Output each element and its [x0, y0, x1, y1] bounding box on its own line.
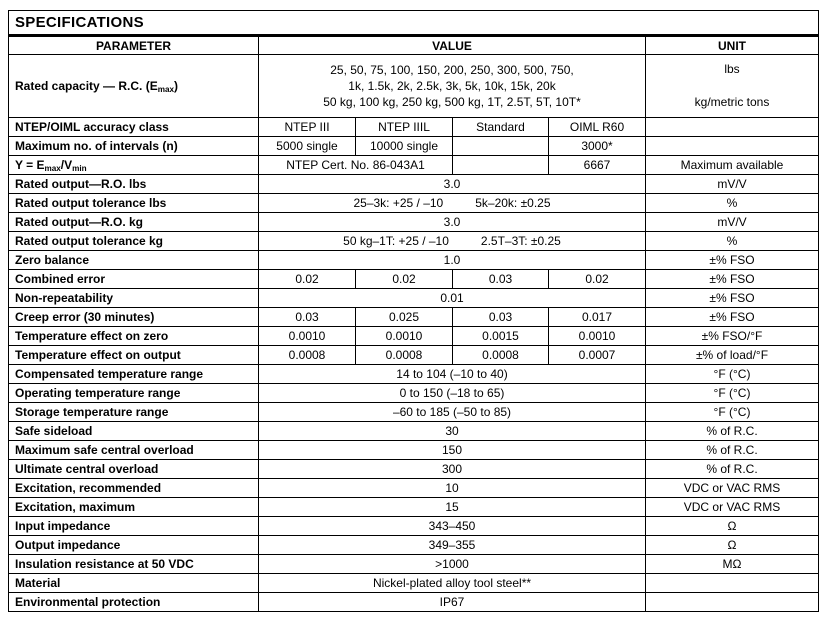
column-header-parameter: PARAMETER — [9, 36, 259, 55]
unit-line-stack — [646, 55, 818, 117]
value-subcell: 0.017 — [549, 308, 646, 327]
parameter-cell: Non-repeatability — [9, 289, 259, 308]
value-range-left: 25–3k: +25 / –10 — [353, 196, 444, 210]
table-row — [9, 156, 819, 175]
value-subcell: 0.0007 — [549, 346, 646, 365]
value-cell — [259, 194, 646, 213]
value-cell: 14 to 104 (–10 to 40) — [259, 365, 646, 384]
table-row — [9, 308, 819, 327]
parameter-cell: Creep error (30 minutes) — [9, 308, 259, 327]
value-cell: 343–450 — [259, 517, 646, 536]
unit-cell: Ω — [646, 536, 819, 555]
value-cell: Nickel-plated alloy tool steel** — [259, 574, 646, 593]
column-header-unit: UNIT — [646, 36, 819, 55]
value-cell: 15 — [259, 498, 646, 517]
unit-cell: ±% of load/°F — [646, 346, 819, 365]
value-cell: >1000 — [259, 555, 646, 574]
parameter-cell: Combined error — [9, 270, 259, 289]
unit-cell — [646, 574, 819, 593]
parameter-cell: Maximum no. of intervals (n) — [9, 137, 259, 156]
value-subcell: 0.03 — [259, 308, 356, 327]
value-subcell: OIML R60 — [549, 118, 646, 137]
unit-cell: mV/V — [646, 175, 819, 194]
unit-cell: VDC or VAC RMS — [646, 479, 819, 498]
table-row — [9, 441, 819, 460]
table-row — [9, 384, 819, 403]
value-cell: 150 — [259, 441, 646, 460]
parameter-cell: Rated output tolerance lbs — [9, 194, 259, 213]
specifications-table — [8, 10, 819, 612]
table-row — [9, 574, 819, 593]
table-row — [9, 137, 819, 156]
table-row — [9, 460, 819, 479]
value-line: 50 kg, 100 kg, 250 kg, 500 kg, 1T, 2.5T, 5T, 10T* — [323, 95, 581, 109]
table-row — [9, 327, 819, 346]
value-subcell: 6667 — [549, 156, 646, 175]
subscript: min — [72, 164, 87, 174]
table-row — [9, 422, 819, 441]
table-row — [9, 270, 819, 289]
table-row — [9, 346, 819, 365]
value-cell: 3.0 — [259, 213, 646, 232]
table-row — [9, 517, 819, 536]
value-subcell: 5000 single — [259, 137, 356, 156]
unit-cell: ±% FSO/°F — [646, 327, 819, 346]
parameter-cell: Rated output—R.O. kg — [9, 213, 259, 232]
value-subcell: 0.0010 — [549, 327, 646, 346]
value-cell: 1.0 — [259, 251, 646, 270]
parameter-cell: Rated capacity — R.C. $(E_{max})$ — [9, 55, 259, 118]
split-value — [263, 196, 641, 210]
value-subcell: 3000* — [549, 137, 646, 156]
unit-cell: °F (°C) — [646, 384, 819, 403]
unit-cell: % of R.C. — [646, 460, 819, 479]
unit-cell: °F (°C) — [646, 365, 819, 384]
parameter-cell: Ultimate central overload — [9, 460, 259, 479]
parameter-cell: Maximum safe central overload — [9, 441, 259, 460]
value-cell: 300 — [259, 460, 646, 479]
table-row — [9, 213, 819, 232]
parameter-cell: Zero balance — [9, 251, 259, 270]
unit-cell: mV/V — [646, 213, 819, 232]
value-subcell: Standard — [453, 118, 549, 137]
table-row — [9, 403, 819, 422]
value-cell: IP67 — [259, 593, 646, 612]
value-subcell: 0.0010 — [259, 327, 356, 346]
value-subcell: 0.02 — [356, 270, 453, 289]
value-subcell: 0.03 — [453, 270, 549, 289]
value-line: 1k, 1.5k, 2k, 2.5k, 3k, 5k, 10k, 15k, 20k — [348, 79, 556, 93]
table-row — [9, 289, 819, 308]
value-subcell: 0.0008 — [259, 346, 356, 365]
parameter-cell: Storage temperature range — [9, 403, 259, 422]
unit-cell: Maximum available — [646, 156, 819, 175]
unit-cell: Ω — [646, 517, 819, 536]
unit-cell: ±% FSO — [646, 270, 819, 289]
parameter-cell: NTEP/OIML accuracy class — [9, 118, 259, 137]
value-subcell: NTEP IIIL — [356, 118, 453, 137]
unit-cell — [646, 55, 819, 118]
parameter-cell: Operating temperature range — [9, 384, 259, 403]
subscript: max — [44, 164, 61, 174]
parameter-cell: Output impedance — [9, 536, 259, 555]
value-subcell: 0.02 — [549, 270, 646, 289]
unit-cell: ±% FSO — [646, 289, 819, 308]
parameter-cell: Input impedance — [9, 517, 259, 536]
value-subcell — [453, 137, 549, 156]
page-title: SPECIFICATIONS — [9, 11, 819, 36]
unit-cell: ±% FSO — [646, 308, 819, 327]
unit-cell: °F (°C) — [646, 403, 819, 422]
parameter-cell: $Y = E_{max}/V_{min}$ — [9, 156, 259, 175]
value-cell: 349–355 — [259, 536, 646, 555]
value-cell: 30 — [259, 422, 646, 441]
value-subcell: 0.03 — [453, 308, 549, 327]
unit-cell — [646, 118, 819, 137]
parameter-cell: Temperature effect on output — [9, 346, 259, 365]
table-row — [9, 55, 819, 118]
table-row — [9, 536, 819, 555]
unit-cell: ±% FSO — [646, 251, 819, 270]
value-subcell: 0.0015 — [453, 327, 549, 346]
value-subcell: 0.02 — [259, 270, 356, 289]
value-subcell: 0.0008 — [453, 346, 549, 365]
value-subcell: 10000 single — [356, 137, 453, 156]
parameter-cell: Insulation resistance at 50 VDC — [9, 555, 259, 574]
value-cell: 3.0 — [259, 175, 646, 194]
parameter-cell: Excitation, maximum — [9, 498, 259, 517]
value-cell — [259, 232, 646, 251]
value-cell: –60 to 185 (–50 to 85) — [259, 403, 646, 422]
unit-cell: VDC or VAC RMS — [646, 498, 819, 517]
value-subcell: NTEP III — [259, 118, 356, 137]
unit-cell: % — [646, 232, 819, 251]
value-line: 25, 50, 75, 100, 150, 200, 250, 300, 500, 750, — [330, 63, 574, 77]
parameter-cell: Material — [9, 574, 259, 593]
parameter-cell: Excitation, recommended — [9, 479, 259, 498]
parameter-cell: Environmental protection — [9, 593, 259, 612]
table-row — [9, 175, 819, 194]
table-row — [9, 593, 819, 612]
unit-cell — [646, 137, 819, 156]
unit-line: kg/metric tons — [694, 95, 770, 109]
value-range-right: 5k–20k: ±0.25 — [475, 196, 551, 210]
table-row — [9, 118, 819, 137]
table-row — [9, 555, 819, 574]
table-row — [9, 365, 819, 384]
parameter-cell: Rated output tolerance kg — [9, 232, 259, 251]
unit-cell: % of R.C. — [646, 422, 819, 441]
value-cell: 0.01 — [259, 289, 646, 308]
value-subcell: 0.025 — [356, 308, 453, 327]
value-range-left: 50 kg–1T: +25 / –10 — [343, 234, 449, 248]
parameter-cell: Rated output—R.O. lbs — [9, 175, 259, 194]
value-cell — [259, 55, 646, 118]
empty-cell — [453, 156, 549, 175]
value-cell: 0 to 150 (–18 to 65) — [259, 384, 646, 403]
table-header-row — [9, 36, 819, 55]
parameter-cell: Temperature effect on zero — [9, 327, 259, 346]
parameter-cell: Safe sideload — [9, 422, 259, 441]
table-title-row — [9, 11, 819, 36]
value-subcell: 0.0008 — [356, 346, 453, 365]
certificate-cell: NTEP Cert. No. 86-043A1 — [259, 156, 453, 175]
unit-cell: % of R.C. — [646, 441, 819, 460]
table-row — [9, 479, 819, 498]
value-cell: 10 — [259, 479, 646, 498]
unit-line: lbs — [724, 62, 740, 76]
value-range-right: 2.5T–3T: ±0.25 — [480, 234, 561, 248]
subscript: max — [157, 85, 175, 95]
table-row — [9, 498, 819, 517]
column-header-value: VALUE — [259, 36, 646, 55]
table-row — [9, 251, 819, 270]
table-row — [9, 232, 819, 251]
unit-cell — [646, 593, 819, 612]
unit-cell: % — [646, 194, 819, 213]
parameter-cell: Compensated temperature range — [9, 365, 259, 384]
unit-cell: MΩ — [646, 555, 819, 574]
table-row — [9, 194, 819, 213]
value-subcell: 0.0010 — [356, 327, 453, 346]
split-value — [263, 234, 641, 248]
